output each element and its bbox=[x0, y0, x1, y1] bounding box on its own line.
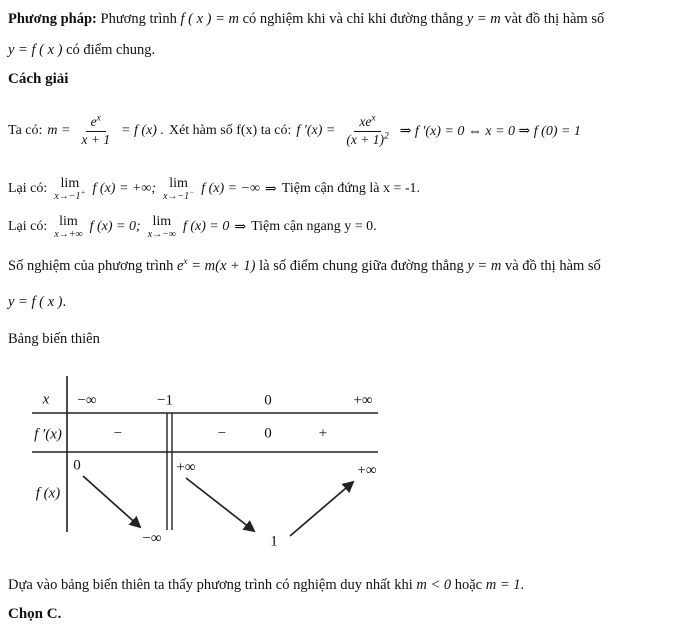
x-value-plus-inf: +∞ bbox=[353, 392, 373, 409]
math-run: ⇒ f ′(x) = 0 ⇔ x = 0 ⇒ f (0) = 1 bbox=[399, 123, 581, 139]
math-run: y = f ( x ) bbox=[8, 294, 63, 310]
x-value-minus-inf: −∞ bbox=[77, 392, 97, 409]
text-run: có điểm chung. bbox=[66, 42, 156, 58]
math-run: y = m bbox=[466, 11, 501, 27]
fprime-sign-2: − bbox=[217, 425, 227, 442]
method-line-2 bbox=[8, 35, 604, 66]
text-run: Tiệm cận đứng là x = -1. bbox=[281, 181, 421, 196]
method-paragraph bbox=[8, 4, 604, 66]
exponent: x bbox=[96, 113, 101, 124]
exponent: x bbox=[183, 257, 188, 268]
limit-subscript: x→+∞ bbox=[54, 229, 83, 241]
text-run: vàt đồ thị hàm số bbox=[504, 11, 605, 27]
text-run: Lại có: bbox=[8, 181, 48, 196]
fraction-ex-over-x-plus-1 bbox=[78, 114, 113, 148]
text-run: Số nghiệm của phương trình bbox=[8, 258, 174, 274]
method-line-1 bbox=[8, 4, 604, 35]
implies-arrow: ⇒ bbox=[234, 219, 247, 235]
row-label-fprime: f ′(x) bbox=[34, 426, 62, 443]
text-run: hoặc bbox=[454, 577, 483, 593]
text-run: Xét hàm số f(x) ta có: bbox=[168, 123, 292, 138]
lim-word: lim bbox=[59, 213, 78, 229]
table-heading: Bảng biến thiên bbox=[8, 331, 100, 347]
lim-word: lim bbox=[169, 175, 188, 191]
math-run: (x + 1) bbox=[346, 132, 384, 147]
solution-heading: Cách giải bbox=[8, 71, 69, 87]
math-run: f (x) = −∞ bbox=[201, 181, 261, 196]
math-run: y = m bbox=[467, 258, 502, 274]
implies-arrow: ⇒ bbox=[265, 181, 277, 197]
fprime-plus: + bbox=[318, 425, 328, 442]
limit-subscript-sup: − bbox=[189, 187, 195, 197]
arrow-decreasing-2 bbox=[186, 478, 254, 531]
math-run: = f (x) . bbox=[121, 123, 164, 138]
math-run: m < 0 bbox=[416, 577, 452, 593]
root-count-line-2 bbox=[8, 294, 66, 311]
fraction-numerator bbox=[86, 114, 106, 132]
math-base: e bbox=[176, 258, 184, 274]
arrow-decreasing-1 bbox=[83, 476, 140, 527]
fprime-sign-1: − bbox=[113, 425, 123, 442]
math-run: m = bbox=[47, 123, 71, 138]
fraction-denominator bbox=[343, 132, 391, 148]
text-run: và đồ thị hàm số bbox=[504, 258, 601, 274]
text-run: Dựa vào bảng biến thiên ta thấy phương trình có nghiệm duy nhất khi bbox=[8, 577, 413, 593]
math-run: e bbox=[90, 113, 97, 129]
text-run: có nghiệm khi và chỉ khi đường thẳng bbox=[242, 11, 464, 27]
exponent: 2 bbox=[383, 131, 389, 142]
fraction-numerator bbox=[354, 114, 380, 132]
math-run: f ( x ) = m bbox=[180, 11, 239, 27]
variation-table bbox=[28, 372, 390, 564]
text-run: Lại có: bbox=[8, 219, 48, 234]
math-run: f (x) = +∞; bbox=[92, 181, 156, 196]
x-value-zero: 0 bbox=[264, 392, 272, 409]
root-count-line-1 bbox=[8, 258, 601, 275]
f-value-min-bottom: 1 bbox=[270, 533, 278, 550]
f-value-end-top: +∞ bbox=[357, 462, 377, 479]
limit-operator bbox=[148, 214, 176, 240]
math-run: f ′(x) = bbox=[296, 123, 336, 138]
limit-subscript-base: x→−1 bbox=[162, 191, 190, 203]
arrow-increasing bbox=[290, 482, 353, 536]
f-value-after-pole-top: +∞ bbox=[176, 459, 196, 476]
derivative-line bbox=[8, 102, 581, 160]
method-label: Phương pháp: bbox=[8, 11, 97, 27]
math-run: f (x) = 0; bbox=[89, 219, 141, 234]
fraction-xex-over-x-plus-1-squared bbox=[343, 114, 391, 148]
row-label-x: x bbox=[42, 391, 50, 408]
lim-word: lim bbox=[60, 175, 80, 191]
math-run: m = 1 bbox=[485, 577, 521, 593]
text-run: Tiệm cận ngang y = 0. bbox=[251, 219, 377, 234]
limit-subscript: x→−∞ bbox=[147, 229, 176, 241]
exponent: x bbox=[371, 113, 376, 124]
limit-subscript bbox=[54, 187, 86, 203]
f-value-start-top: 0 bbox=[73, 457, 81, 474]
math-run: f (x) = 0 bbox=[182, 219, 230, 234]
limit-operator bbox=[163, 176, 194, 202]
answer-choice: Chọn C. bbox=[8, 606, 62, 622]
limit-subscript bbox=[162, 187, 195, 203]
lim-word: lim bbox=[152, 213, 172, 229]
math-run bbox=[177, 258, 256, 274]
text-run: là số điểm chung giữa đường thẳng bbox=[259, 258, 464, 274]
horizontal-asymptote-line bbox=[8, 209, 377, 245]
text-run: . bbox=[62, 294, 67, 310]
text-run: . bbox=[520, 577, 525, 593]
limit-subscript-base: x→−1 bbox=[54, 191, 81, 203]
text-run: Phương trình bbox=[100, 11, 177, 27]
fprime-zero: 0 bbox=[264, 425, 272, 442]
row-label-f: f (x) bbox=[35, 485, 61, 502]
math-rest: = m(x + 1) bbox=[191, 258, 256, 274]
math-run: y = f ( x ) bbox=[8, 42, 63, 58]
fraction-denominator: x + 1 bbox=[81, 132, 111, 147]
math-run: xe bbox=[359, 113, 372, 129]
f-value-before-pole-bottom: −∞ bbox=[142, 530, 162, 547]
vertical-asymptote-line bbox=[8, 171, 420, 207]
x-value-minus-1: −1 bbox=[157, 392, 173, 409]
limit-operator bbox=[54, 214, 82, 240]
limit-operator bbox=[54, 176, 85, 202]
conclusion-line bbox=[8, 577, 524, 594]
text-run: Ta có: bbox=[8, 123, 43, 138]
limit-subscript-sup: + bbox=[80, 187, 86, 197]
